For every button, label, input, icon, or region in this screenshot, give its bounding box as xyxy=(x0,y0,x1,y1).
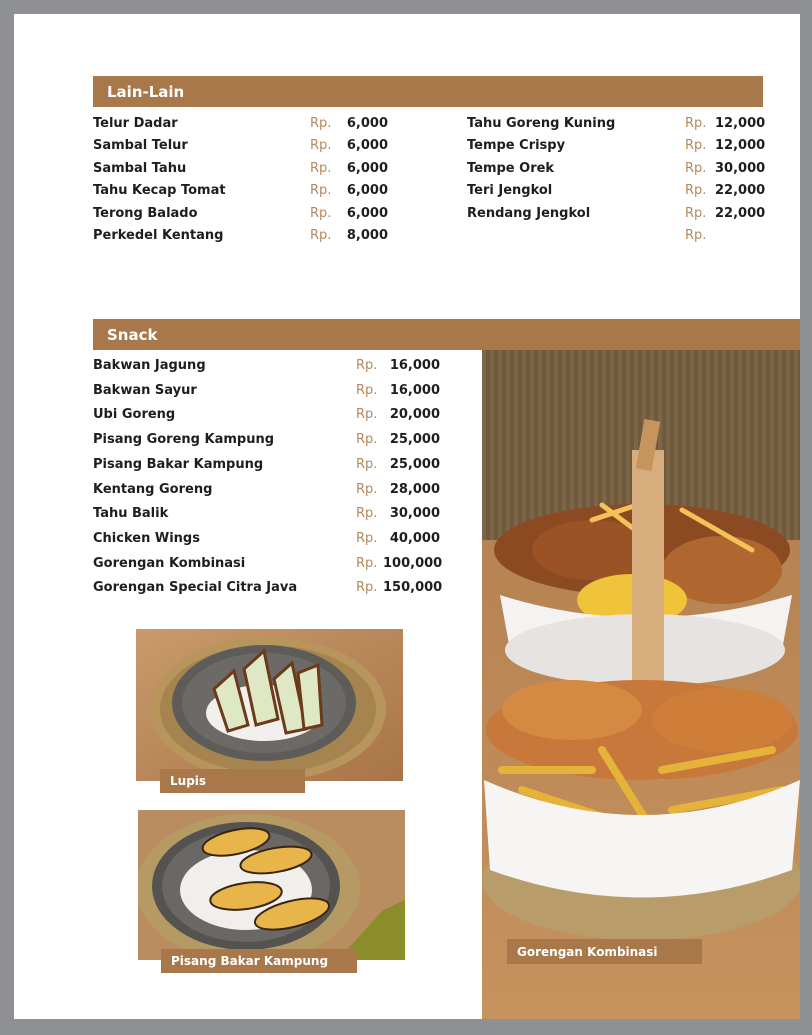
menu-item-row xyxy=(93,456,443,474)
item-currency: Rp. xyxy=(310,116,332,131)
menu-item-row xyxy=(93,182,393,200)
menu-item-row xyxy=(93,137,393,155)
item-currency: Rp. xyxy=(356,555,378,571)
item-name: Ubi Goreng xyxy=(93,407,176,423)
lupis-photo xyxy=(136,629,403,781)
menu-item-row xyxy=(93,555,443,573)
gorengan-kombinasi-image xyxy=(482,350,800,1019)
item-price: 6,000 xyxy=(346,183,388,199)
section-title: Snack xyxy=(107,325,158,344)
item-price: 6,000 xyxy=(346,205,388,221)
item-price: 100,000 xyxy=(383,555,443,571)
menu-item-row xyxy=(467,182,767,200)
item-price: 22,000 xyxy=(715,183,766,199)
item-name: Bakwan Sayur xyxy=(93,382,197,398)
pisang-bakar-caption xyxy=(161,949,357,973)
item-price: 12,000 xyxy=(715,116,766,131)
menu-item-row xyxy=(467,227,767,245)
menu-item-row xyxy=(467,115,767,133)
menu-item-row xyxy=(93,431,443,449)
item-name: Sambal Tahu xyxy=(93,160,187,176)
item-price: 8,000 xyxy=(346,228,388,243)
item-name: Terong Balado xyxy=(93,205,198,221)
menu-page xyxy=(14,14,800,1019)
item-price: 20,000 xyxy=(389,407,440,423)
item-currency: Rp. xyxy=(685,205,707,221)
item-price: 25,000 xyxy=(389,432,440,448)
item-name: Tahu Goreng Kuning xyxy=(467,116,616,131)
item-price: 150,000 xyxy=(383,580,443,596)
caption-text: Gorengan Kombinasi xyxy=(517,944,658,959)
item-currency: Rp. xyxy=(356,358,378,373)
item-currency: Rp. xyxy=(310,228,332,243)
item-price: 28,000 xyxy=(389,481,440,497)
item-currency: Rp. xyxy=(310,205,332,221)
lupis-caption xyxy=(160,769,305,793)
item-price: 6,000 xyxy=(346,160,388,176)
section-header-snack xyxy=(93,319,800,350)
item-currency: Rp. xyxy=(356,506,378,522)
item-name: Tahu Kecap Tomat xyxy=(93,183,226,199)
item-currency: Rp. xyxy=(356,580,378,596)
menu-item-row xyxy=(93,406,443,424)
item-name: Tempe Orek xyxy=(467,160,555,176)
item-price: 16,000 xyxy=(389,382,440,398)
menu-item-row xyxy=(93,227,393,245)
item-price: 16,000 xyxy=(389,358,440,373)
item-price: 22,000 xyxy=(715,205,766,221)
item-currency: Rp. xyxy=(310,183,332,199)
item-name: Telur Dadar xyxy=(93,116,178,131)
menu-item-row xyxy=(467,137,767,155)
item-currency: Rp. xyxy=(685,116,707,131)
menu-item-row xyxy=(93,205,393,223)
item-name: Tempe Crispy xyxy=(467,138,566,154)
item-price: 40,000 xyxy=(389,530,440,546)
item-name: Kentang Goreng xyxy=(93,481,213,497)
section-header-lain-lain xyxy=(93,76,763,107)
section-title: Lain-Lain xyxy=(107,82,185,101)
menu-item-row xyxy=(93,382,443,400)
menu-item-row xyxy=(467,160,767,178)
menu-item-row xyxy=(93,160,393,178)
item-currency: Rp. xyxy=(356,432,378,448)
gorengan-kombinasi-caption xyxy=(507,939,702,964)
gorengan-kombinasi-photo xyxy=(482,350,800,1019)
menu-item-row xyxy=(467,205,767,223)
pisang-bakar-photo xyxy=(138,810,405,960)
caption-text: Pisang Bakar Kampung xyxy=(171,954,329,968)
item-name: Gorengan Special Citra Java xyxy=(93,580,298,596)
item-price: 12,000 xyxy=(715,138,766,154)
item-currency: Rp. xyxy=(685,228,707,243)
item-currency: Rp. xyxy=(310,160,332,176)
item-name: Tahu Balik xyxy=(93,506,169,522)
item-name: Perkedel Kentang xyxy=(93,228,224,243)
item-name: Rendang Jengkol xyxy=(467,205,591,221)
item-currency: Rp. xyxy=(310,138,332,154)
menu-item-row xyxy=(93,481,443,499)
lupis-image xyxy=(136,629,403,781)
menu-item-row xyxy=(93,579,443,597)
item-currency: Rp. xyxy=(685,160,707,176)
item-price: 6,000 xyxy=(346,138,388,154)
item-price: 25,000 xyxy=(389,456,440,472)
item-price: 6,000 xyxy=(346,116,388,131)
pisang-bakar-image xyxy=(138,810,405,960)
menu-item-row xyxy=(93,530,443,548)
item-currency: Rp. xyxy=(356,456,378,472)
item-currency: Rp. xyxy=(356,530,378,546)
item-price: 30,000 xyxy=(389,506,440,522)
item-name: Pisang Goreng Kampung xyxy=(93,432,275,448)
menu-item-row xyxy=(93,115,393,133)
caption-text: Lupis xyxy=(170,774,207,788)
item-currency: Rp. xyxy=(685,183,707,199)
item-name: Sambal Telur xyxy=(93,138,188,154)
item-currency: Rp. xyxy=(356,382,378,398)
item-name: Chicken Wings xyxy=(93,530,200,546)
menu-item-row xyxy=(93,357,443,375)
item-price: 30,000 xyxy=(715,160,766,176)
menu-item-row xyxy=(93,505,443,523)
item-name: Pisang Bakar Kampung xyxy=(93,456,264,472)
item-currency: Rp. xyxy=(685,138,707,154)
item-currency: Rp. xyxy=(356,407,378,423)
item-name: Bakwan Jagung xyxy=(93,358,206,373)
item-name: Gorengan Kombinasi xyxy=(93,555,246,571)
item-currency: Rp. xyxy=(356,481,378,497)
item-name: Teri Jengkol xyxy=(467,183,553,199)
